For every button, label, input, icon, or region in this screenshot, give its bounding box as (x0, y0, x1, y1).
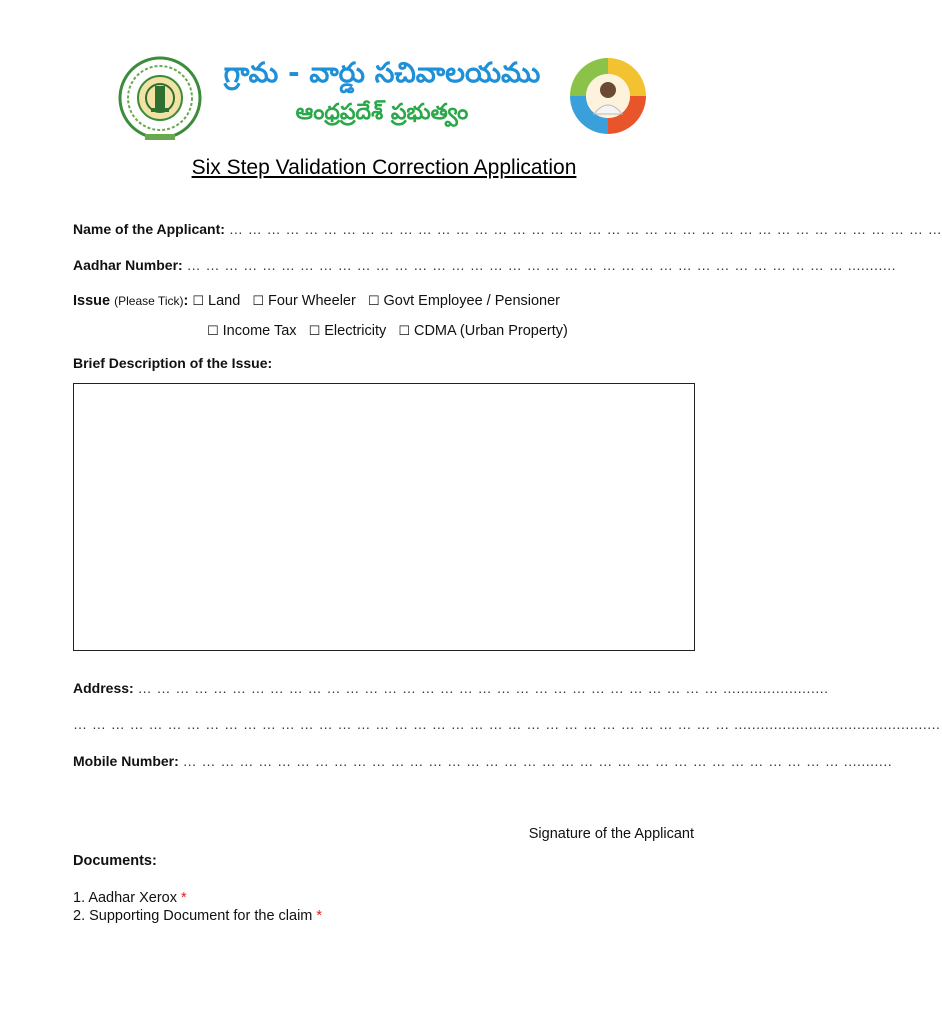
issue-label: Issue (73, 293, 111, 309)
required-mark: * (316, 908, 323, 924)
mobile-number-label: Mobile Number: (73, 753, 179, 769)
description-box[interactable] (73, 383, 695, 651)
option-land[interactable] (192, 293, 240, 309)
option-label: Govt Employee / Pensioner (383, 293, 561, 309)
option-label: CDMA (Urban Property) (413, 323, 568, 339)
checkbox-icon[interactable]: ☐ (207, 324, 219, 339)
mobile-number-dots: … … … … … … … … … … … … … … … … … … … … … … … … … … … … … … … … … … … ........... (182, 753, 893, 769)
checkbox-icon[interactable]: ☐ (308, 324, 321, 339)
applicant-name-dots: … … … … … … … … … … … … … … … … … … … … … … … … … … … … … … … … … … … … … … (228, 221, 942, 237)
document-item (73, 890, 187, 906)
address-line-2[interactable] (73, 716, 940, 732)
address-line2-dots: … … … … … … … … … … … … … … … … … … … … … … … … … … … … … … … … … … … ............................................... (73, 716, 941, 732)
issue-row-1 (73, 293, 568, 309)
issue-row-2 (207, 323, 576, 339)
option-label: Land (208, 293, 241, 309)
checkbox-icon[interactable]: ☐ (398, 324, 410, 339)
applicant-name-label: Name of the Applicant: (73, 221, 225, 237)
option-govt-employee[interactable] (368, 293, 560, 309)
option-label: Income Tax (222, 323, 297, 339)
option-electricity[interactable] (309, 323, 387, 339)
document-item-text: 2. Supporting Document for the claim (73, 908, 313, 924)
checkbox-icon[interactable]: ☐ (367, 294, 380, 309)
signature-label: Signature of the Applicant (528, 826, 694, 842)
issue-hint: (Please Tick) (114, 294, 184, 308)
address-line-1[interactable] (73, 680, 829, 696)
checkbox-icon[interactable]: ☐ (192, 294, 205, 309)
applicant-name-line[interactable] (73, 221, 942, 237)
address-label: Address: (73, 680, 134, 696)
telugu-subtitle: ఆంధ్రప్రదేశ్ ప్రభుత్వం (295, 100, 469, 125)
ap-state-emblem (115, 54, 205, 142)
option-income-tax[interactable] (207, 323, 297, 339)
documents-heading: Documents: (73, 853, 157, 869)
navaratnalu-logo (568, 56, 648, 136)
address-dots: … … … … … … … … … … … … … … … … … … … … … … … … … … … … … … … ........................ (137, 680, 829, 696)
option-cdma[interactable] (398, 323, 568, 339)
document-item-text: 1. Aadhar Xerox (73, 890, 177, 906)
document-item (73, 908, 322, 924)
issue-colon: : (183, 293, 189, 309)
aadhar-number-dots: … … … … … … … … … … … … … … … … … … … … … … … … … … … … … … … … … … … ........... (186, 257, 897, 273)
option-label: Four Wheeler (267, 293, 356, 309)
telugu-title: గ్రామ - వార్డు సచివాలయము (223, 56, 541, 89)
aadhar-number-label: Aadhar Number: (73, 257, 183, 273)
mobile-number-line[interactable] (73, 753, 892, 769)
brief-description-label: Brief Description of the Issue: (73, 355, 273, 371)
checkbox-icon[interactable]: ☐ (252, 294, 264, 309)
brief-description-heading (73, 355, 272, 371)
header (115, 52, 650, 144)
document-title: Six Step Validation Correction Application (191, 156, 577, 179)
aadhar-number-line[interactable] (73, 257, 896, 273)
option-label: Electricity (324, 323, 387, 339)
option-four-wheeler[interactable] (252, 293, 356, 309)
required-mark: * (181, 890, 187, 906)
